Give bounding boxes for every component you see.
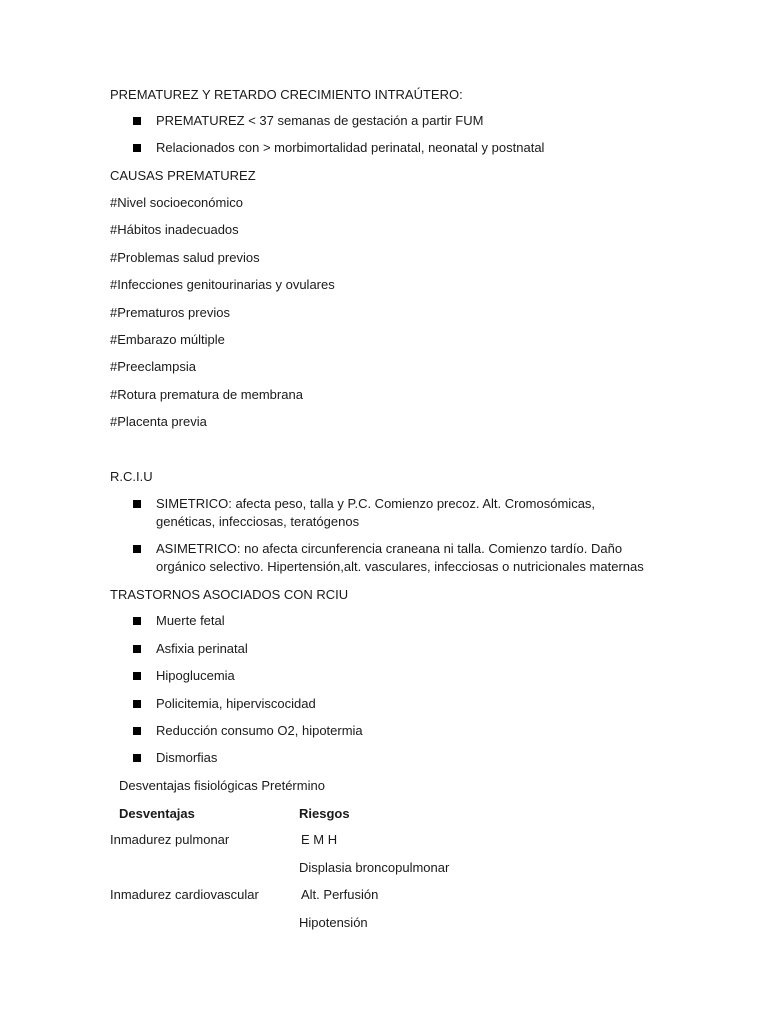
- causa-item: #Infecciones genitourinarias y ovulares: [110, 277, 335, 292]
- trastorno-item: Reducción consumo O2, hipotermia: [156, 723, 363, 738]
- trastornos-heading: TRASTORNOS ASOCIADOS CON RCIU: [110, 587, 349, 602]
- causa-item: #Placenta previa: [110, 414, 207, 429]
- document-title: PREMATUREZ Y RETARDO CRECIMIENTO INTRAÚTERO:: [110, 87, 463, 102]
- table-header-desventajas: Desventajas: [119, 806, 195, 821]
- table-cell-riesgo: E M H: [301, 832, 338, 847]
- rciu-bullet-asimetrico: ASIMETRICO: no afecta circunferencia craneana ni talla. Comienzo tardío. Daño orgánico selectivo. Hipertensión,alt. vasculares, infecciosas o nutricionales maternas: [156, 541, 644, 574]
- trastorno-item: Asfixia perinatal: [156, 641, 248, 656]
- bullet-square-icon: [133, 144, 141, 152]
- bullet-square-icon: [133, 700, 141, 708]
- rciu-bullet-simetrico: SIMETRICO: afecta peso, talla y P.C. Comienzo precoz. Alt. Cromosómicas, genéticas, infecciosas, teratógenos: [156, 496, 596, 529]
- table-cell-riesgo: Alt. Perfusión: [301, 887, 379, 902]
- table-cell-riesgo: Displasia broncopulmonar: [299, 860, 450, 875]
- causa-item: #Nivel socioeconómico: [110, 195, 243, 210]
- bullet-square-icon: [133, 754, 141, 762]
- trastorno-item: Muerte fetal: [156, 613, 225, 628]
- causa-item: #Hábitos inadecuados: [110, 222, 239, 237]
- table-header-riesgos: Riesgos: [299, 806, 350, 821]
- bullet-square-icon: [133, 727, 141, 735]
- trastorno-item: Policitemia, hiperviscocidad: [156, 696, 316, 711]
- table-cell-riesgo: Hipotensión: [299, 915, 368, 930]
- table-caption: Desventajas fisiológicas Pretérmino: [119, 778, 325, 793]
- table-cell-desventaja: Inmadurez cardiovascular: [110, 887, 259, 902]
- causa-item: #Problemas salud previos: [110, 250, 260, 265]
- trastorno-item: Dismorfias: [156, 750, 218, 765]
- bullet-square-icon: [133, 645, 141, 653]
- bullet-square-icon: [133, 617, 141, 625]
- causas-heading: CAUSAS PREMATUREZ: [110, 168, 256, 183]
- bullet-square-icon: [133, 500, 141, 508]
- prematurez-bullet-2: Relacionados con > morbimortalidad perinatal, neonatal y postnatal: [156, 140, 545, 155]
- causa-item: #Preeclampsia: [110, 359, 196, 374]
- prematurez-bullet-1: PREMATUREZ < 37 semanas de gestación a partir FUM: [156, 113, 484, 128]
- rciu-heading: R.C.I.U: [110, 469, 153, 484]
- table-cell-desventaja: Inmadurez pulmonar: [110, 832, 230, 847]
- causa-item: #Prematuros previos: [110, 305, 230, 320]
- bullet-square-icon: [133, 545, 141, 553]
- causa-item: #Rotura prematura de membrana: [110, 387, 303, 402]
- causa-item: #Embarazo múltiple: [110, 332, 225, 347]
- trastorno-item: Hipoglucemia: [156, 668, 235, 683]
- bullet-square-icon: [133, 117, 141, 125]
- bullet-square-icon: [133, 672, 141, 680]
